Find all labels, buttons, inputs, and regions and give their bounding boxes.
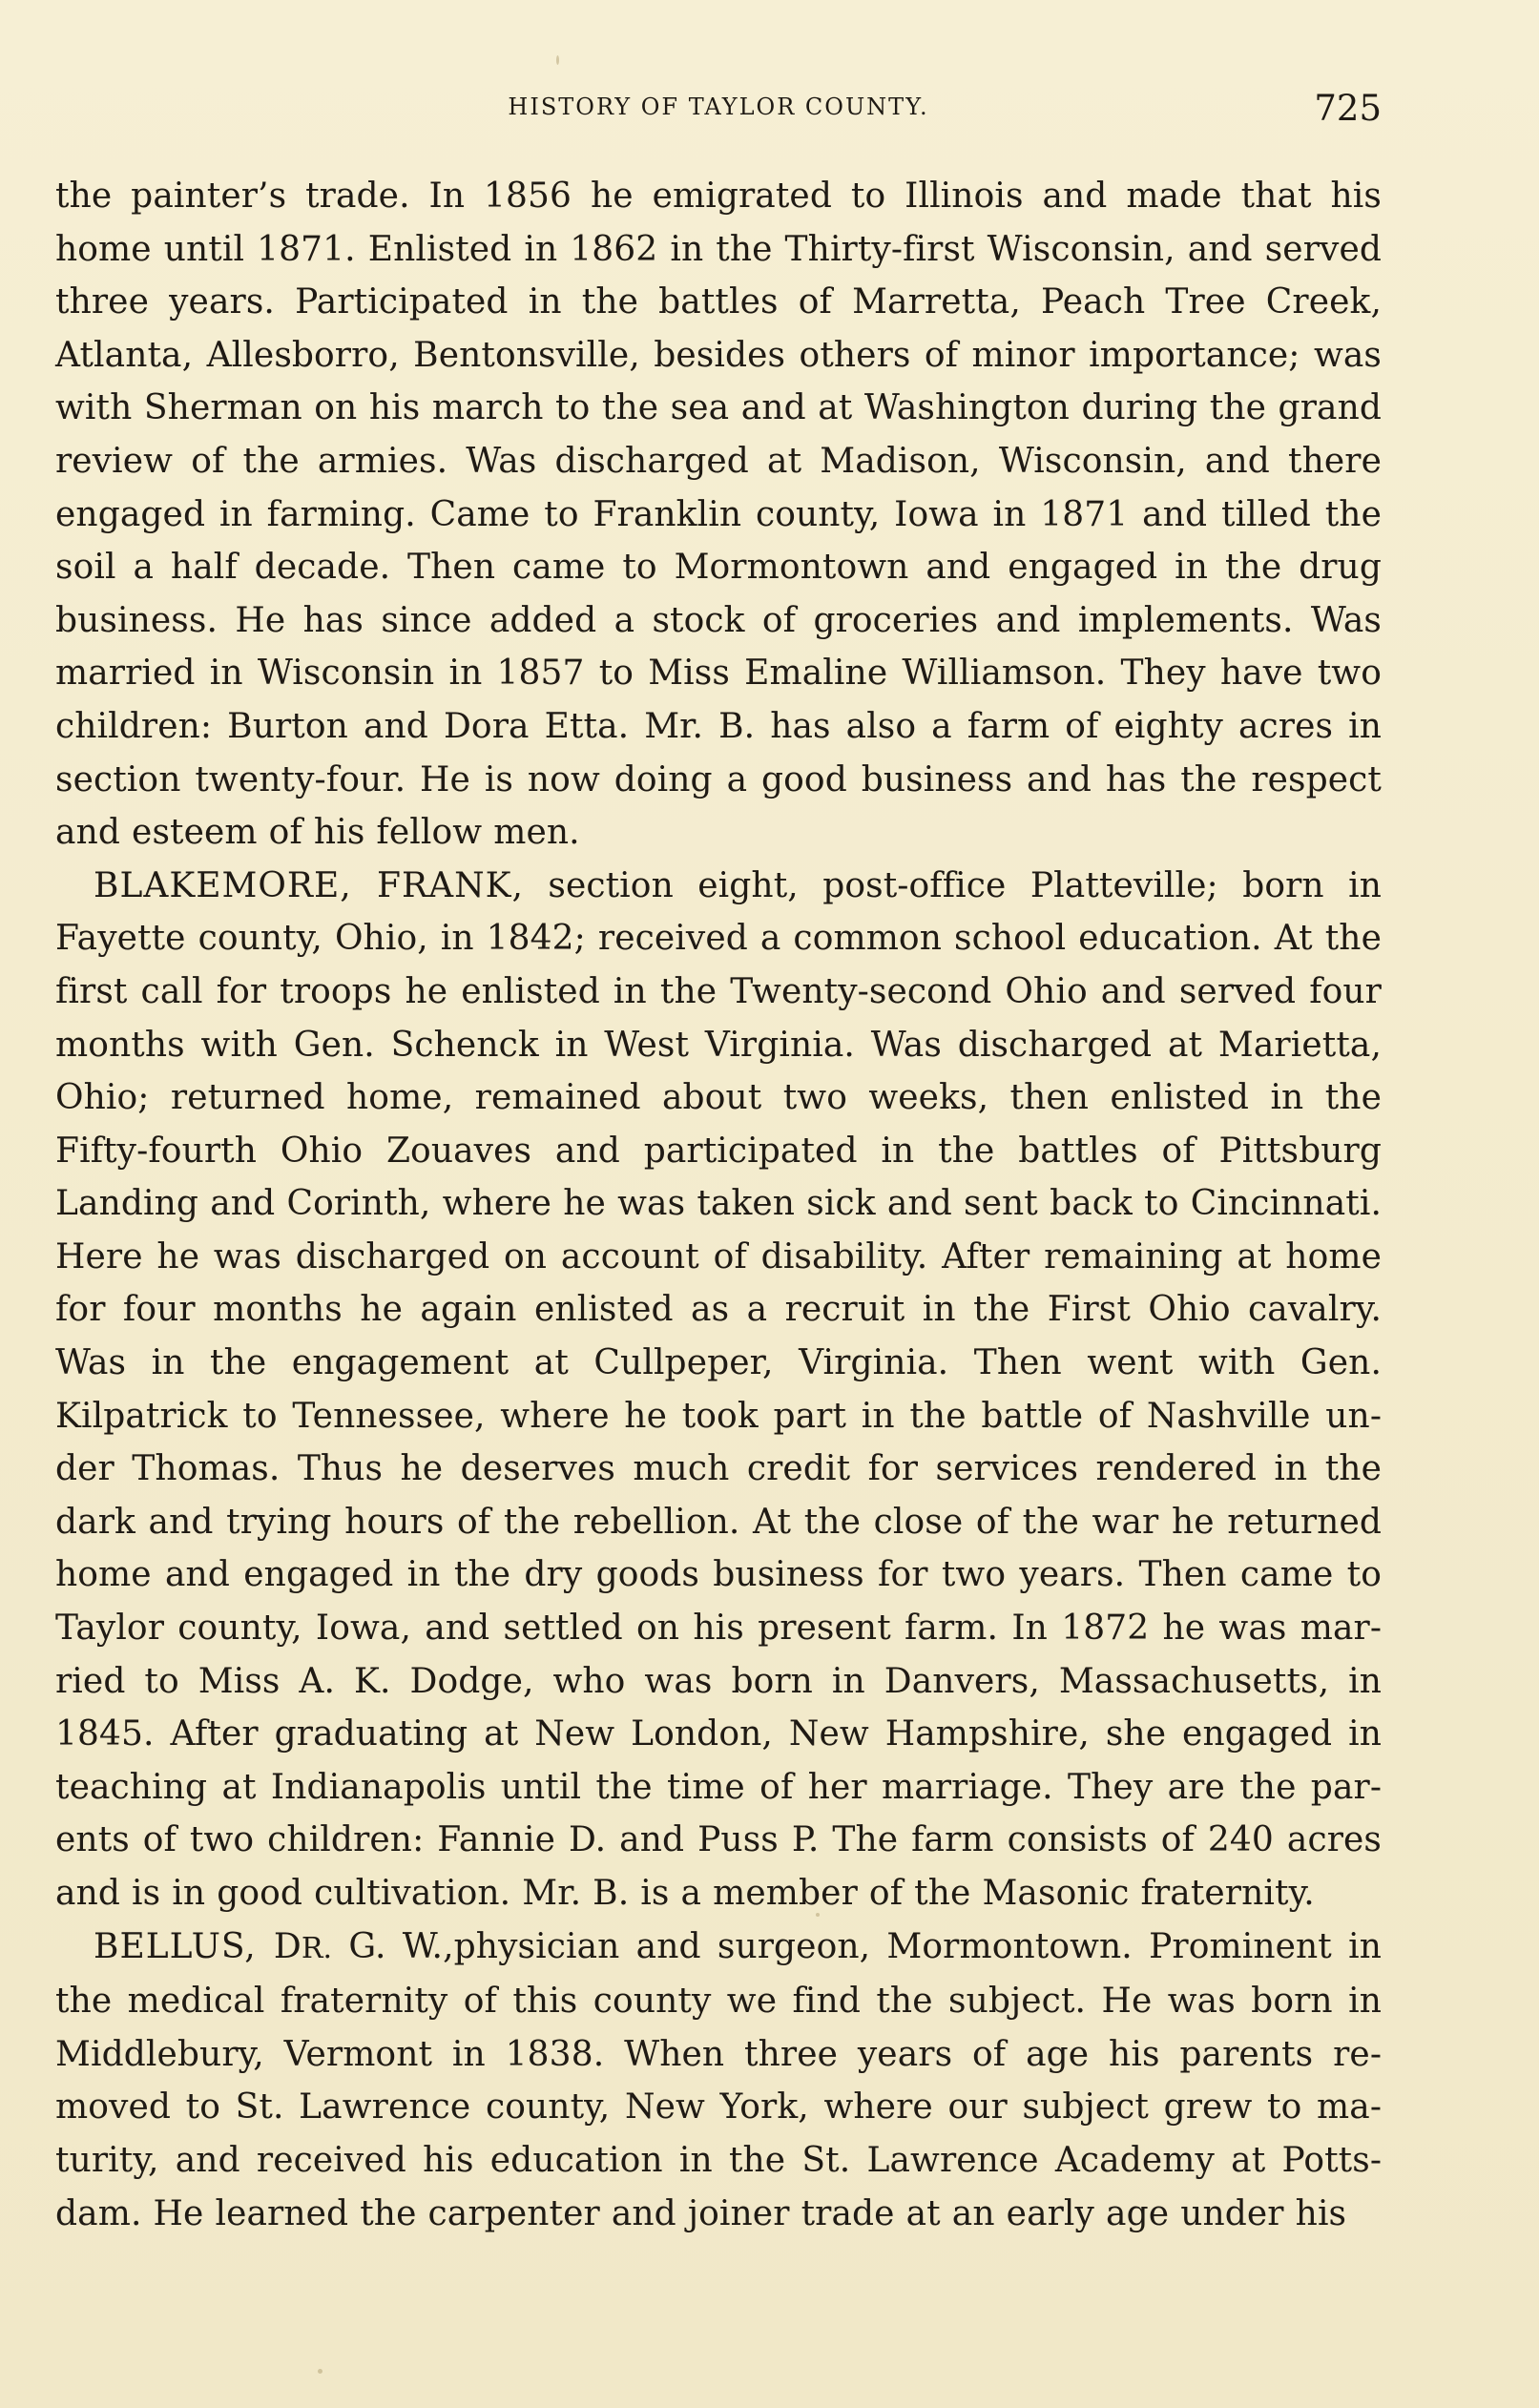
body-text [55,170,1382,2240]
page-header [55,88,1382,132]
running-title: HISTORY OF TAYLOR COUNTY. [508,93,929,120]
paragraph-1: the painter’s trade. In 1856 he emigrated to Illinois and made that his home until 1871. Enlisted in 1862 in the Thirty-first Wisconsin, and served three years. Participated in the battles of Marretta, Peach Tree Creek, Atlanta, Allesborro, Bentonsville, besides others of minor importance; was with Sherman on his march to the sea and at Washington during the grand review of the armies. Was discharged at Madison, Wisconsin, and there engaged in farming. Came to Franklin county, Iowa in 1871 and tilled the soil a half decade. Then came to Mormontown and engaged in the drug business. He has since added a stock of groceries and implements. Was married in Wisconsin in 1857 to Miss Emaline Williamson. They have two children: Burton and Dora Etta. Mr. B. has also a farm of eighty acres in section twenty-four. He is now doing a good business and has the respect and esteem of his fellow men. [55,176,1382,853]
entry-name-bellus: BELLUS, [94,1926,274,1966]
entry-title-initial: D [273,1926,302,1966]
page-number: 725 [1314,88,1382,129]
entry-name-blakemore: BLAKEMORE, FRANK, [94,865,524,905]
entry-title-rest: R. [301,1931,333,1965]
entry-text-blakemore: section eight, post-office Platteville; born in Fayette county, Ohio, in 1842; received a common school education. At the first call for troops he enlisted in the Twenty-second Ohio and served four months with Gen. Schenck in West Virginia. Was discharged at Marietta, Ohio; returned home, remained about two weeks, then enlisted in the Fifty-fourth Ohio Zouaves and participated in the battles of Pittsburg Landing and Corinth, where he was taken sick and sent back to Cincinnati. Here he was discharged on account of disability. After remaining at home for four months he again enlisted as a recruit in the First Ohio cavalry. Was in the engagement at Cullpeper, Virginia. Then went with Gen. Kilpatrick to Tennessee, where he took part in the battle of Nashville under Thomas. Thus he deserves much credit for services rendered in the dark and trying hours of the rebellion. At the close of the war he returned home and engaged in the dry goods business for two years. Then came to Taylor county, Iowa, and settled on his present farm. In 1872 he was married to Miss A. K. Dodge, who was born in Danvers, Massachusetts, in 1845. After graduating at New London, New Hampshire, she engaged in teaching at Indianapolis until the time of her marriage. They are the parents of two children: Fannie D. and Puss P. The farm consists of 240 acres and is in good cultivation. Mr. B. is a member of the Masonic fraternity. [55,865,1383,1913]
paragraph-2-blakemore [55,860,1382,1920]
paper-speck [318,2369,322,2374]
entry-text-bellus: physician and surgeon, Mormontown. Prominent in the medical fraternity of this county we find the subject. He was born in Middlebury, Vermont in 1838. When three years of age his parents removed to St. Lawrence county, New York, where our subject grew to maturity, and received his education in the St. Lawrence Academy at Pottsdam. He learned the carpenter and joiner trade at an early age under his [55,1926,1382,2233]
paper-speck [816,1913,820,1917]
entry-initials-bellus: G. W., [332,1926,454,1966]
paper-speck [556,55,559,65]
paragraph-3-bellus [55,1920,1382,2241]
